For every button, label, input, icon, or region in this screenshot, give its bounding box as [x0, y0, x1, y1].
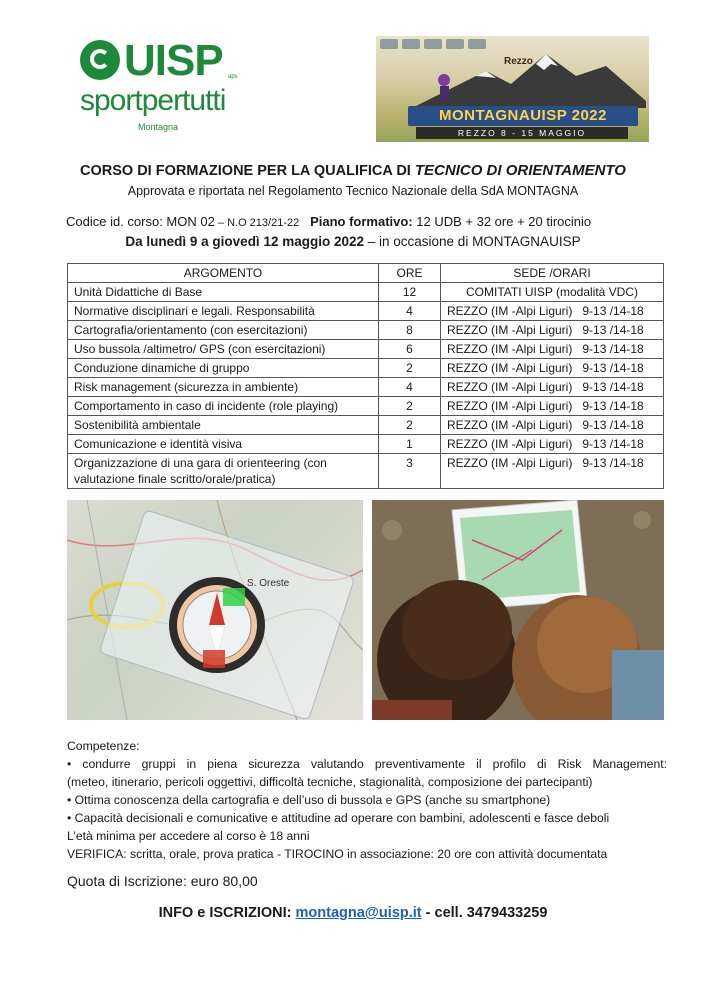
email-link[interactable]: montagna@uisp.it — [295, 905, 422, 921]
hours-cell: 4 — [379, 302, 441, 321]
table-row — [68, 435, 664, 454]
table-row — [68, 359, 664, 378]
topic-cell: Risk management (sicurezza in ambiente) — [68, 378, 379, 397]
plan-label: Piano formativo: — [310, 214, 413, 229]
course-subtitle: Approvata e riportata nel Regolamento Tecnico Nazionale della SdA MONTAGNA — [127, 184, 579, 198]
table-row — [68, 302, 664, 321]
hours-cell: 2 — [379, 397, 441, 416]
topic-cell: Conduzione dinamiche di gruppo — [68, 359, 379, 378]
table-row — [68, 283, 664, 302]
course-title — [0, 162, 706, 179]
table-row — [68, 397, 664, 416]
venue-cell: COMITATI UISP (modalità VDC) — [441, 283, 664, 302]
course-title-emph: TECNICO DI ORIENTAMENTO — [414, 162, 626, 179]
topic-cell: Comportamento in caso di incidente (role playing) — [68, 397, 379, 416]
logo-brand: UISP — [124, 36, 223, 85]
kids-map-photo — [372, 500, 664, 720]
table-row — [68, 454, 664, 489]
table-row — [68, 378, 664, 397]
phone-number: - cell. 3479433259 — [421, 905, 548, 921]
competenze-item-2: • Ottima conoscenza della cartografia e dell’uso di bussola e GPS (anche su smartphone) — [67, 793, 551, 807]
header-argomento: ARGOMENTO — [68, 264, 379, 283]
competenze-title: Competenze: — [67, 739, 140, 753]
topic-cell: Uso bussola /altimetro/ GPS (con esercitazioni) — [68, 340, 379, 359]
topic-cell: Unità Didattiche di Base — [68, 283, 379, 302]
hours-cell: 8 — [379, 321, 441, 340]
venue-cell: REZZO (IM -Alpi Liguri) 9-13 /14-18 — [441, 454, 664, 489]
header-sede: SEDE /ORARI — [441, 264, 664, 283]
venue-cell: REZZO (IM -Alpi Liguri) 9-13 /14-18 — [441, 435, 664, 454]
competenze-item-1: • condurre gruppi in piena sicurezza valutando preventivamente il profilo di Risk Management: — [67, 757, 667, 771]
course-dates-bold: Da lunedì 9 a giovedì 12 maggio 2022 — [125, 234, 364, 249]
venue-cell: REZZO (IM -Alpi Liguri) 9-13 /14-18 — [441, 321, 664, 340]
event-banner — [376, 36, 649, 142]
banner-title: MONTAGNAUISP 2022 — [408, 106, 638, 126]
verifica: VERIFICA: scritta, orale, prova pratica - TIROCINO in associazione: 20 ore con attività documentata — [67, 847, 608, 861]
topic-cell: Organizzazione di una gara di orienteering (con valutazione finale scritto/orale/pratica) — [68, 454, 379, 489]
hours-cell: 4 — [379, 378, 441, 397]
venue-cell: REZZO (IM -Alpi Liguri) 9-13 /14-18 — [441, 340, 664, 359]
hours-cell: 12 — [379, 283, 441, 302]
table-row — [68, 340, 664, 359]
info-iscrizioni — [0, 905, 706, 921]
venue-cell: REZZO (IM -Alpi Liguri) 9-13 /14-18 — [441, 302, 664, 321]
table-row — [68, 416, 664, 435]
venue-cell: REZZO (IM -Alpi Liguri) 9-13 /14-18 — [441, 397, 664, 416]
course-code-line — [66, 214, 686, 229]
uisp-logo — [78, 38, 248, 138]
map-label: S. Oreste — [247, 578, 290, 589]
topic-cell: Sostenibilità ambientale — [68, 416, 379, 435]
table-header-row — [68, 264, 664, 283]
topic-cell: Comunicazione e identità visiva — [68, 435, 379, 454]
competenze-item-3: • Capacità decisionali e comunicative e attitudine ad operare con bambini, adolescenti e fasce deboli — [67, 811, 610, 825]
uisp-emblem-icon — [80, 40, 120, 80]
venue-cell: REZZO (IM -Alpi Liguri) 9-13 /14-18 — [441, 416, 664, 435]
venue-cell: REZZO (IM -Alpi Liguri) 9-13 /14-18 — [441, 359, 664, 378]
course-table — [67, 263, 664, 489]
hours-cell: 2 — [379, 416, 441, 435]
banner-town: Rezzo — [504, 56, 533, 67]
quota-iscrizione: Quota di Iscrizione: euro 80,00 — [67, 873, 258, 889]
course-code: Codice id. corso: MON 02 — [66, 214, 215, 229]
compass-map-photo — [67, 500, 363, 720]
hours-cell: 2 — [379, 359, 441, 378]
hours-cell: 1 — [379, 435, 441, 454]
competenze-item-1-detail: (meteo, itinerario, pericoli oggettivi, difficoltà tecniche, stagionalità, composizione dei partecipanti) — [67, 775, 593, 789]
venue-cell: REZZO (IM -Alpi Liguri) 9-13 /14-18 — [441, 378, 664, 397]
topic-cell: Cartografia/orientamento (con esercitazioni) — [68, 321, 379, 340]
table-row — [68, 321, 664, 340]
hours-cell: 6 — [379, 340, 441, 359]
topic-cell: Normative disciplinari e legali. Responsabilità — [68, 302, 379, 321]
min-age: L’età minima per accedere al corso è 18 anni — [67, 829, 310, 843]
header-ore: ORE — [379, 264, 441, 283]
banner-dates: REZZO 8 - 15 MAGGIO — [416, 127, 628, 139]
course-title-prefix: CORSO DI FORMAZIONE PER LA QUALIFICA DI — [80, 163, 415, 179]
plan-value: 12 UDB + 32 ore + 20 tirocinio — [412, 214, 592, 229]
course-code-number: – N.O 213/21-22 — [214, 217, 300, 229]
logo-tagline: sportpertutti — [80, 84, 226, 117]
logo-aps: aps — [228, 74, 238, 80]
logo-sub: Montagna — [138, 122, 179, 132]
hours-cell: 3 — [379, 454, 441, 489]
course-dates-rest: – in occasione di MONTAGNAUISP — [364, 234, 581, 249]
info-label: INFO e ISCRIZIONI: — [158, 905, 296, 921]
course-dates — [0, 234, 706, 249]
